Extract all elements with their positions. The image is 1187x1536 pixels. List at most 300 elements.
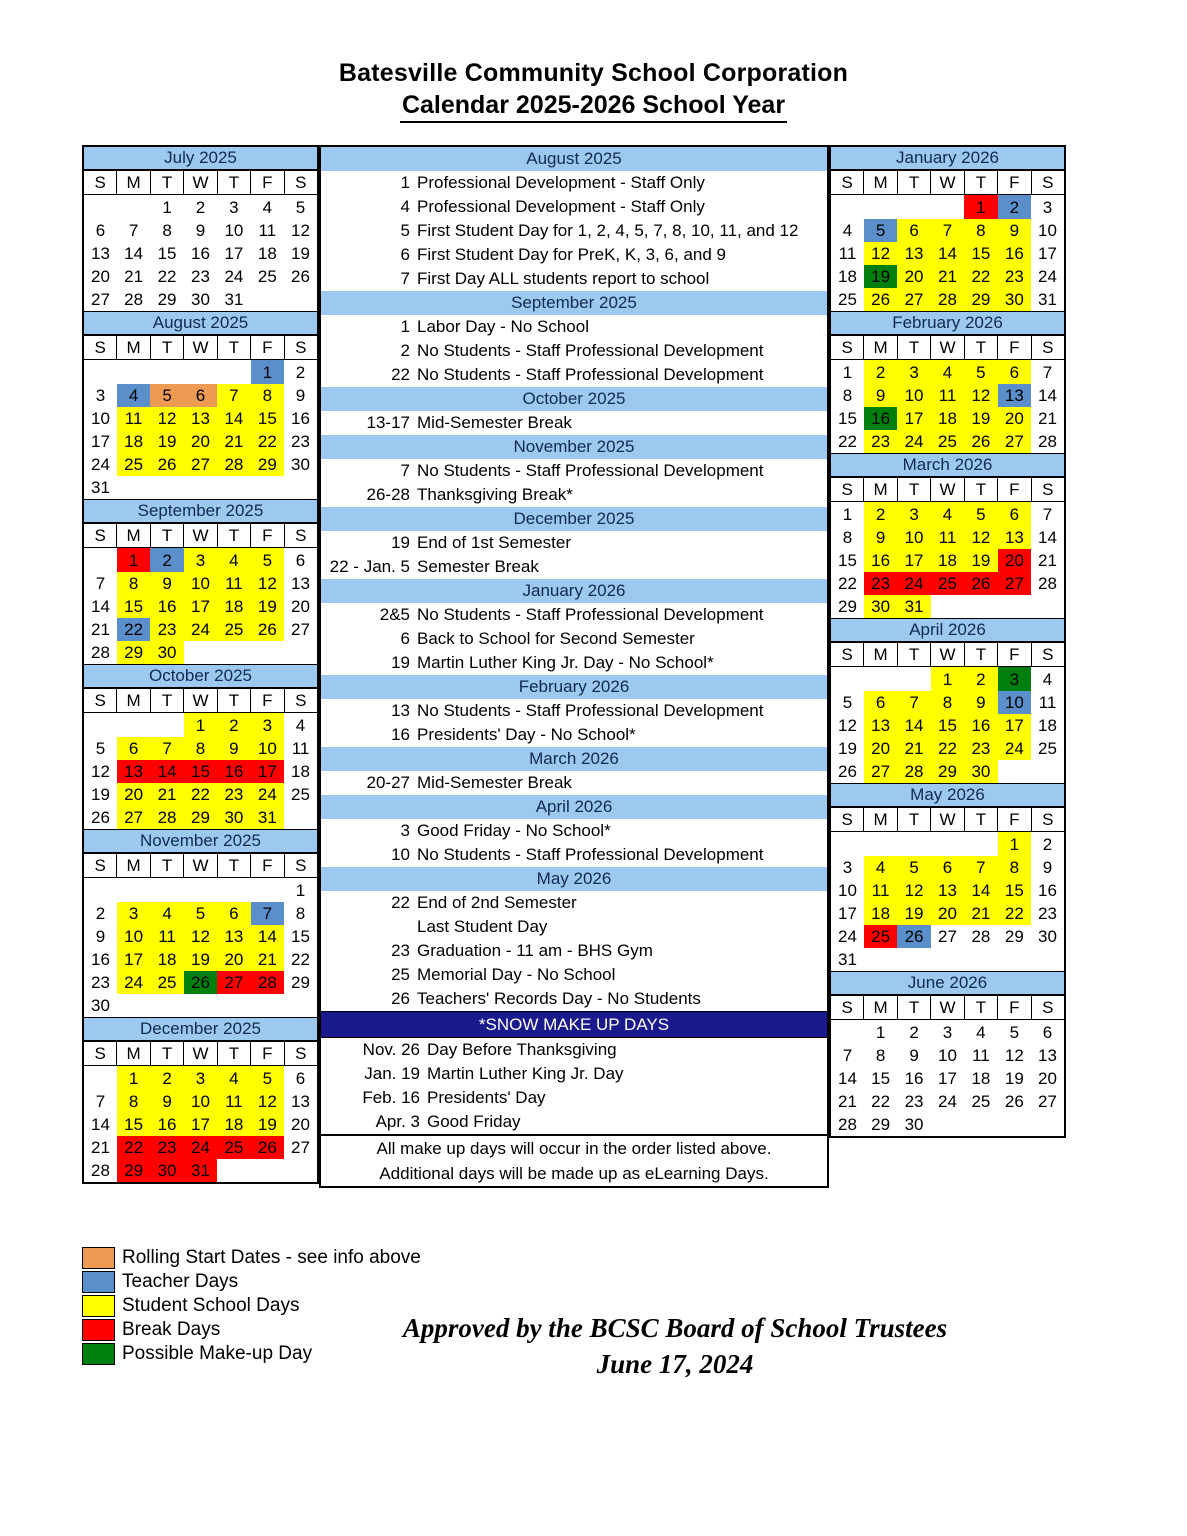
day-cell <box>998 1113 1031 1136</box>
day-cell: 8 <box>842 385 853 405</box>
dow-header: W <box>931 336 964 360</box>
day-cell: 10 <box>184 1090 217 1113</box>
month-grid <box>831 477 1064 618</box>
dow-header: W <box>184 854 217 878</box>
day-cell: 15 <box>157 243 177 263</box>
dow-header: F <box>251 524 284 548</box>
day-cell: 12 <box>251 572 284 595</box>
month-block <box>831 453 1064 618</box>
day-cell: 2 <box>295 362 306 382</box>
event-description: No Students - Staff Professional Development <box>417 365 764 384</box>
week-row <box>84 1136 317 1159</box>
day-cell: 16 <box>291 408 310 428</box>
event-row <box>321 939 827 963</box>
event-row <box>321 627 827 651</box>
day-cell <box>217 476 250 499</box>
day-cell <box>117 195 150 220</box>
day-cell: 12 <box>897 879 930 902</box>
event-description: No Students - Staff Professional Development <box>417 701 764 720</box>
day-cell <box>251 288 284 311</box>
day-cell: 29 <box>838 596 857 616</box>
day-cell: 9 <box>964 691 997 714</box>
day-cell: 14 <box>1038 527 1057 547</box>
day-cell: 29 <box>251 453 284 476</box>
day-cell: 15 <box>998 879 1031 902</box>
dow-header: S <box>284 171 317 195</box>
day-cell: 19 <box>251 1113 284 1136</box>
day-cell: 4 <box>150 902 183 925</box>
month-grid <box>831 335 1064 453</box>
day-cell: 19 <box>864 265 897 288</box>
day-cell: 8 <box>295 903 306 923</box>
day-cell: 2 <box>864 360 897 385</box>
day-cell: 13 <box>217 925 250 948</box>
day-cell: 14 <box>150 760 183 783</box>
events-month-header: March 2026 <box>321 747 827 771</box>
day-cell: 23 <box>150 1136 183 1159</box>
week-row <box>84 737 317 760</box>
week-row <box>84 1090 317 1113</box>
day-cell <box>897 832 930 857</box>
event-date: 2&5 <box>379 605 410 624</box>
event-row <box>321 339 827 363</box>
dow-header: S <box>1031 996 1064 1020</box>
day-cell: 6 <box>998 360 1031 385</box>
day-cell: 9 <box>95 926 106 946</box>
dow-header: W <box>931 171 964 195</box>
day-cell: 11 <box>258 220 277 240</box>
day-cell: 10 <box>251 737 284 760</box>
day-cell: 18 <box>291 761 310 781</box>
dow-header: W <box>184 336 217 360</box>
day-cell: 16 <box>1038 880 1057 900</box>
day-cell: 20 <box>897 265 930 288</box>
day-cell: 9 <box>217 737 250 760</box>
day-cell: 2 <box>864 502 897 527</box>
dow-header: T <box>897 996 930 1020</box>
left-month-column <box>82 145 319 1184</box>
day-cell: 11 <box>117 407 150 430</box>
day-cell: 4 <box>931 502 964 527</box>
day-cell: 21 <box>1038 550 1057 570</box>
day-cell: 10 <box>938 1045 957 1065</box>
month-grid <box>831 170 1064 311</box>
day-cell: 6 <box>1042 1022 1053 1042</box>
day-cell: 19 <box>251 595 284 618</box>
month-grid <box>84 523 317 664</box>
dow-header: W <box>184 524 217 548</box>
day-cell: 3 <box>184 1066 217 1091</box>
dow-header: S <box>84 689 117 713</box>
snow-makeup-date: Apr. 3 <box>375 1112 420 1131</box>
day-cell: 3 <box>842 857 853 877</box>
week-row <box>84 1159 317 1182</box>
day-cell: 2 <box>95 903 106 923</box>
dow-header: S <box>84 171 117 195</box>
event-date: 1 <box>400 317 410 336</box>
day-cell: 24 <box>91 454 110 474</box>
day-cell: 26 <box>1004 1091 1024 1111</box>
day-cell: 12 <box>964 384 997 407</box>
makeup-notes <box>321 1134 827 1186</box>
day-cell <box>1031 595 1064 618</box>
event-row <box>321 459 827 483</box>
day-cell: 3 <box>251 713 284 738</box>
day-cell <box>117 994 150 1017</box>
day-cell <box>864 832 897 857</box>
day-cell: 4 <box>842 220 853 240</box>
day-cell: 26 <box>897 925 930 948</box>
day-cell <box>864 195 897 220</box>
event-row <box>321 243 827 267</box>
dow-header: S <box>831 336 864 360</box>
dow-header: T <box>897 171 930 195</box>
day-cell: 9 <box>295 385 306 405</box>
day-cell: 10 <box>117 925 150 948</box>
day-cell: 29 <box>291 972 310 992</box>
day-cell: 17 <box>184 595 217 618</box>
week-row <box>84 902 317 925</box>
week-row <box>831 691 1064 714</box>
events-month-header: October 2025 <box>321 387 827 411</box>
event-description: End of 2nd Semester <box>417 893 577 912</box>
dow-header: M <box>117 689 150 713</box>
week-row <box>831 1067 1064 1090</box>
day-cell <box>184 360 217 385</box>
dow-header: S <box>84 524 117 548</box>
day-cell <box>184 641 217 664</box>
day-cell <box>217 994 250 1017</box>
day-cell: 6 <box>117 737 150 760</box>
day-cell: 14 <box>251 925 284 948</box>
dow-header: T <box>964 336 997 360</box>
snow-makeup-header: *SNOW MAKE UP DAYS <box>321 1011 827 1038</box>
day-cell <box>117 360 150 385</box>
events-month-header: August 2025 <box>321 147 827 171</box>
day-cell: 27 <box>938 926 957 946</box>
day-cell: 18 <box>838 266 857 286</box>
event-description: Professional Development - Staff Only <box>417 173 705 192</box>
event-row <box>321 891 827 915</box>
day-cell <box>217 641 250 664</box>
day-cell: 10 <box>838 880 857 900</box>
day-cell: 11 <box>931 526 964 549</box>
day-cell: 11 <box>931 384 964 407</box>
day-cell: 1 <box>184 713 217 738</box>
day-cell: 27 <box>291 619 310 639</box>
day-cell: 8 <box>964 219 997 242</box>
dow-header: W <box>184 1042 217 1066</box>
event-date: 22 <box>391 893 410 912</box>
month-block <box>84 1017 317 1182</box>
dow-header: T <box>897 478 930 502</box>
day-cell <box>284 806 317 829</box>
day-cell: 23 <box>904 1091 924 1111</box>
month-block <box>84 664 317 829</box>
week-row <box>831 430 1064 453</box>
day-cell: 5 <box>184 902 217 925</box>
day-cell: 17 <box>998 714 1031 737</box>
day-cell: 3 <box>897 502 930 527</box>
event-description: Professional Development - Staff Only <box>417 197 705 216</box>
week-row <box>831 737 1064 760</box>
day-cell: 31 <box>224 289 244 309</box>
event-description: First Student Day for PreK, K, 3, 6, and 9 <box>417 245 726 264</box>
day-cell <box>184 878 217 903</box>
event-description: No Students - Staff Professional Development <box>417 845 764 864</box>
dow-header: M <box>864 808 897 832</box>
day-cell: 28 <box>838 1114 857 1134</box>
day-cell: 9 <box>864 526 897 549</box>
events-month-header: April 2026 <box>321 795 827 819</box>
dow-header: M <box>864 336 897 360</box>
day-cell: 25 <box>864 925 897 948</box>
day-cell: 23 <box>217 783 250 806</box>
day-cell: 1 <box>842 504 853 524</box>
dow-header: S <box>1031 171 1064 195</box>
dow-header: M <box>117 336 150 360</box>
day-cell: 7 <box>251 902 284 925</box>
day-cell: 10 <box>998 691 1031 714</box>
week-row <box>831 288 1064 311</box>
event-row <box>321 483 827 507</box>
day-cell: 18 <box>257 243 277 263</box>
day-cell: 23 <box>150 618 183 641</box>
dow-header: T <box>964 643 997 667</box>
day-cell: 8 <box>998 856 1031 879</box>
day-cell: 28 <box>971 926 991 946</box>
day-cell: 31 <box>838 949 857 969</box>
event-row <box>321 723 827 747</box>
event-date: 2 <box>400 341 410 360</box>
event-description: Good Friday - No School* <box>417 821 611 840</box>
day-cell: 1 <box>117 1066 150 1091</box>
day-cell: 19 <box>1004 1068 1024 1088</box>
dow-header: T <box>217 689 250 713</box>
day-cell <box>117 713 150 738</box>
event-date: 6 <box>400 629 410 648</box>
week-row <box>84 994 317 1017</box>
legend-color-swatch <box>82 1343 115 1365</box>
day-cell <box>150 713 183 738</box>
day-cell: 15 <box>838 408 857 428</box>
legend-label: Teacher Days <box>122 1271 239 1292</box>
day-cell: 11 <box>838 243 857 263</box>
dow-header: T <box>964 478 997 502</box>
month-title: December 2025 <box>84 1017 317 1041</box>
day-cell: 4 <box>117 384 150 407</box>
dow-header: S <box>831 808 864 832</box>
legend-color-swatch <box>82 1295 115 1317</box>
event-description: Semester Break <box>417 557 539 576</box>
day-cell: 31 <box>251 806 284 829</box>
day-cell: 5 <box>964 360 997 385</box>
day-cell: 24 <box>938 1091 957 1111</box>
day-cell: 14 <box>91 1114 110 1134</box>
week-row <box>84 713 317 738</box>
day-cell: 16 <box>150 1113 183 1136</box>
day-cell: 27 <box>1038 1091 1057 1111</box>
day-cell: 30 <box>1038 926 1057 946</box>
day-cell: 26 <box>291 266 310 286</box>
day-cell: 27 <box>291 1137 310 1157</box>
day-cell: 19 <box>964 549 997 572</box>
day-cell <box>217 878 250 903</box>
day-cell: 7 <box>128 220 139 240</box>
day-cell <box>998 760 1031 783</box>
day-cell: 2 <box>909 1022 919 1042</box>
day-cell: 21 <box>1038 408 1057 428</box>
day-cell: 22 <box>291 949 310 969</box>
day-cell: 12 <box>91 761 110 781</box>
month-block <box>831 783 1064 971</box>
day-cell <box>831 832 864 857</box>
day-cell: 27 <box>184 453 217 476</box>
event-date: 5 <box>400 221 410 240</box>
day-cell: 11 <box>150 925 183 948</box>
day-cell: 2 <box>217 713 250 738</box>
day-cell <box>217 360 250 385</box>
week-row <box>831 265 1064 288</box>
right-month-column <box>829 145 1066 1138</box>
day-cell: 25 <box>117 453 150 476</box>
day-cell <box>998 948 1031 971</box>
month-title: May 2026 <box>831 783 1064 807</box>
day-cell: 28 <box>91 642 110 662</box>
day-cell: 23 <box>91 972 110 992</box>
day-cell: 11 <box>217 1090 250 1113</box>
month-grid <box>831 807 1064 971</box>
organization-name: Batesville Community School Corporation <box>338 59 849 87</box>
day-cell <box>864 948 897 971</box>
week-row <box>831 948 1064 971</box>
day-cell <box>84 195 117 220</box>
event-date: 19 <box>391 653 410 672</box>
day-cell: 17 <box>938 1068 957 1088</box>
week-row <box>84 360 317 385</box>
event-row <box>321 219 827 243</box>
legend-color-swatch <box>82 1271 115 1293</box>
month-title: January 2026 <box>831 147 1064 170</box>
day-cell: 30 <box>91 995 110 1015</box>
day-cell: 23 <box>864 430 897 453</box>
week-row <box>831 407 1064 430</box>
day-cell: 20 <box>291 1114 310 1134</box>
dow-header: S <box>831 171 864 195</box>
day-cell: 20 <box>184 430 217 453</box>
day-cell: 9 <box>998 219 1031 242</box>
day-cell: 18 <box>931 549 964 572</box>
event-description: Graduation - 11 am - BHS Gym <box>417 941 653 960</box>
day-cell: 28 <box>150 806 183 829</box>
event-row <box>321 411 827 435</box>
day-cell: 23 <box>998 265 1031 288</box>
month-title: August 2025 <box>84 311 317 335</box>
week-row <box>84 878 317 903</box>
day-cell: 9 <box>1042 857 1053 877</box>
day-cell: 19 <box>150 430 183 453</box>
day-cell: 17 <box>224 243 244 263</box>
dow-header: T <box>217 171 250 195</box>
day-cell: 11 <box>972 1045 990 1065</box>
event-date: 4 <box>400 197 410 216</box>
dow-header: M <box>117 854 150 878</box>
day-cell: 30 <box>998 288 1031 311</box>
week-row <box>84 195 317 220</box>
dow-header: T <box>217 1042 250 1066</box>
snow-makeup-date: Jan. 19 <box>364 1064 420 1083</box>
dow-header: S <box>1031 336 1064 360</box>
day-cell: 2 <box>150 1066 183 1091</box>
day-cell: 25 <box>931 572 964 595</box>
dow-header: W <box>931 643 964 667</box>
day-cell: 15 <box>931 714 964 737</box>
day-cell: 9 <box>909 1045 919 1065</box>
day-cell: 20 <box>117 783 150 806</box>
day-cell <box>964 595 997 618</box>
day-cell <box>931 832 964 857</box>
day-cell: 13 <box>931 879 964 902</box>
events-month-header: May 2026 <box>321 867 827 891</box>
dow-header: S <box>84 336 117 360</box>
day-cell: 23 <box>191 266 210 286</box>
day-cell: 2 <box>998 195 1031 220</box>
week-row <box>831 925 1064 948</box>
day-cell: 26 <box>838 761 857 781</box>
legend-label: Possible Make-up Day <box>122 1343 313 1364</box>
week-row <box>831 384 1064 407</box>
day-cell: 25 <box>217 618 250 641</box>
dow-header: T <box>964 171 997 195</box>
day-cell: 30 <box>191 289 210 309</box>
month-grid <box>84 1041 317 1182</box>
snow-makeup-date: Nov. 26 <box>362 1040 420 1059</box>
event-row <box>321 651 827 675</box>
legend-label: Break Days <box>122 1319 221 1340</box>
day-cell: 20 <box>91 266 110 286</box>
day-cell: 2 <box>1042 834 1053 854</box>
day-cell: 20 <box>998 407 1031 430</box>
day-cell: 19 <box>184 948 217 971</box>
week-row <box>84 618 317 641</box>
dow-header: W <box>931 996 964 1020</box>
day-cell: 14 <box>931 242 964 265</box>
snow-makeup-row <box>321 1110 827 1134</box>
day-cell: 3 <box>1042 197 1053 217</box>
dow-header: S <box>1031 478 1064 502</box>
day-cell: 25 <box>1038 738 1057 758</box>
dow-header: S <box>84 854 117 878</box>
day-cell: 28 <box>251 971 284 994</box>
day-cell <box>831 1020 864 1045</box>
day-cell <box>117 878 150 903</box>
day-cell: 29 <box>117 1159 150 1182</box>
day-cell <box>998 595 1031 618</box>
day-cell: 2 <box>150 548 183 573</box>
day-cell: 5 <box>251 1066 284 1091</box>
day-cell: 22 <box>931 737 964 760</box>
dow-header: F <box>251 1042 284 1066</box>
week-row <box>84 806 317 829</box>
day-cell: 19 <box>91 784 110 804</box>
event-date: 13-17 <box>366 413 410 432</box>
day-cell: 23 <box>964 737 997 760</box>
month-title: April 2026 <box>831 618 1064 642</box>
day-cell: 27 <box>897 288 930 311</box>
dow-header: S <box>284 689 317 713</box>
day-cell: 5 <box>897 856 930 879</box>
day-cell <box>931 1113 964 1136</box>
